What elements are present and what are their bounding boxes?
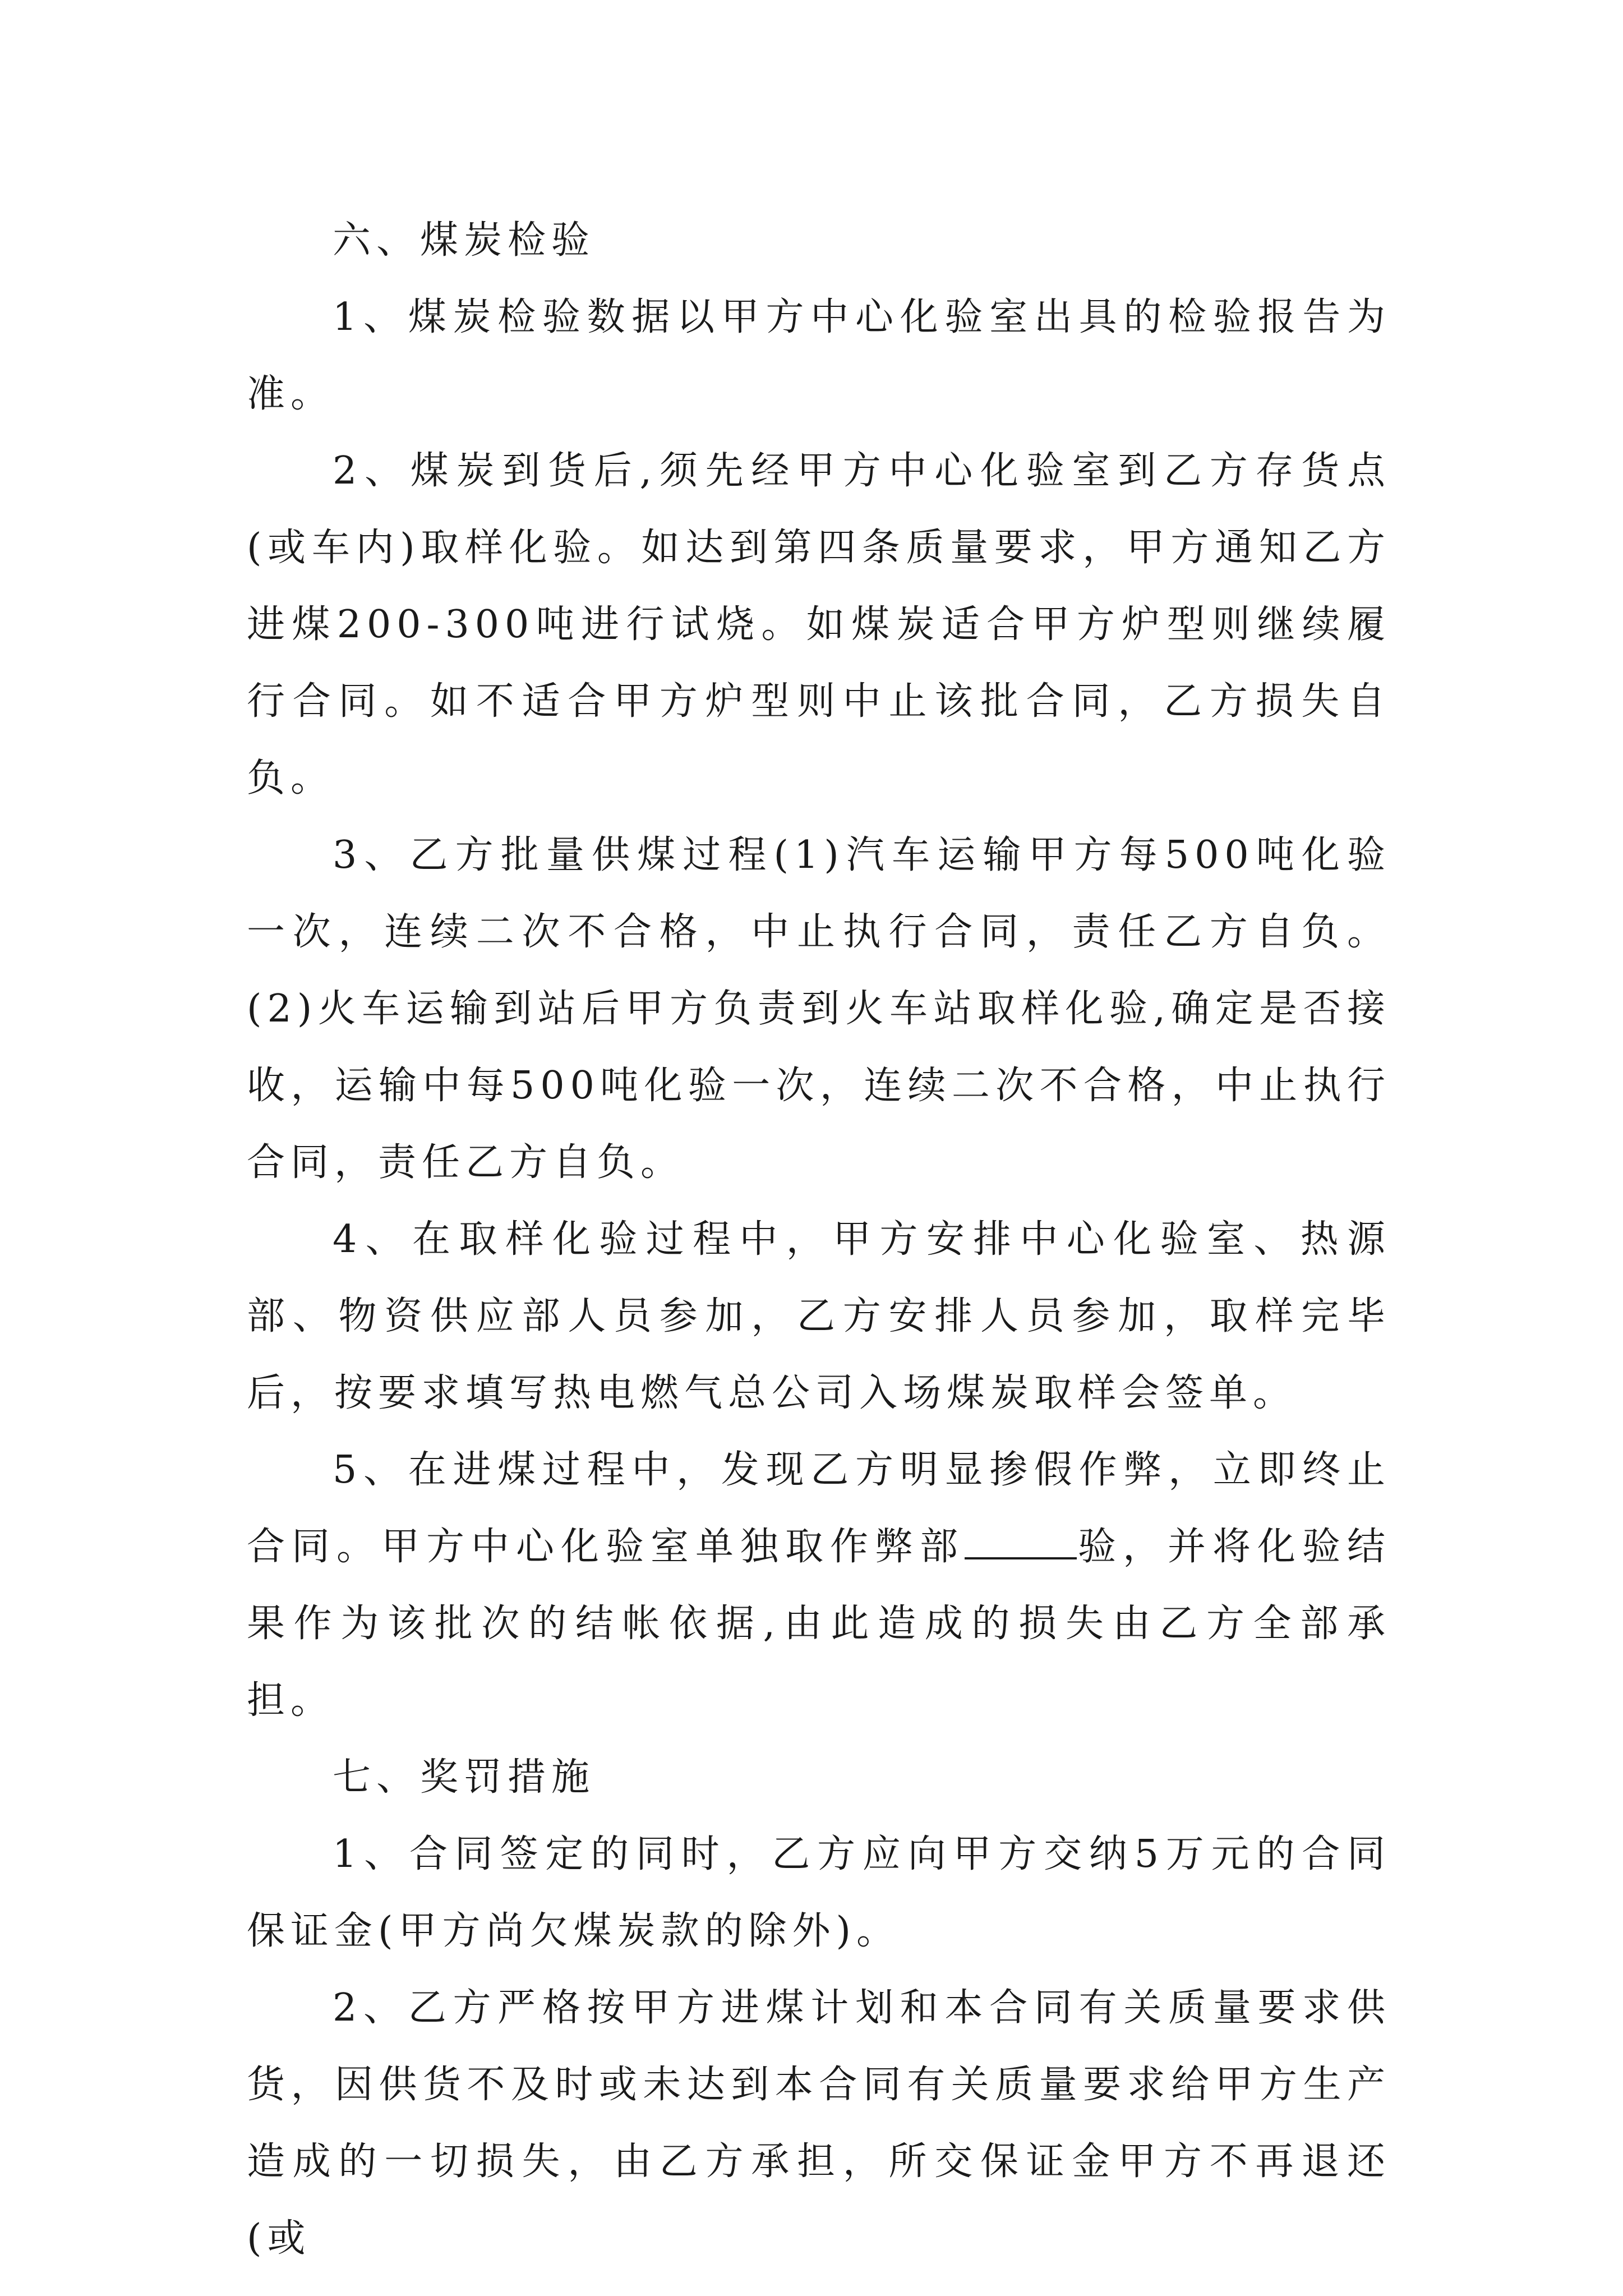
paragraph-fraud-text-after: 验，并将化验结果作为该批次的结帐依据,由此造成的损失由乙方全部承担。 [247, 1525, 1391, 1723]
paragraph-arrival-sampling: 2、煤炭到货后,须先经甲方中心化验室到乙方存货点(或车内)取样化验。如达到第四条质量要求，甲方通知乙方进煤200-300吨进行试烧。如煤炭适合甲方炉型则继续履行合同。如不适合甲方炉型则中止该批合同，乙方损失自负。 [247, 449, 1391, 800]
paragraph-inspection-data: 1、煤炭检验数据以甲方中心化验室出具的检验报告为准。 [247, 295, 1391, 416]
fill-in-blank [965, 1525, 1077, 1559]
document-body [247, 202, 1391, 2277]
paragraph-fraud-termination [247, 1432, 1391, 1739]
section-heading-rewards-penalties: 七、奖罚措施 [333, 1755, 596, 1800]
paragraph-sampling-participants: 4、在取样化验过程中，甲方安排中心化验室、热源部、物资供应部人员参加，乙方安排人员参加，取样完毕后，按要求填写热电燃气总公司入场煤炭取样会签单。 [247, 1217, 1391, 1415]
section-heading-coal-inspection: 六、煤炭检验 [333, 218, 596, 263]
paragraph-deposit: 1、合同签定的同时，乙方应向甲方交纳5万元的合同保证金(甲方尚欠煤炭款的除外)。 [247, 1832, 1391, 1953]
paragraph-fraud-text-before: 5、在进煤过程中，发现乙方明显掺假作弊，立即终止合同。甲方中心化验室单独取作弊部 [247, 1448, 1391, 1569]
paragraph-batch-supply: 3、乙方批量供煤过程(1)汽车运输甲方每500吨化验一次，连续二次不合格，中止执行合同，责任乙方自负。(2)火车运输到站后甲方负责到火车站取样化验,确定是否接收，运输中每500吨化验一次，连续二次不合格，中止执行合同，责任乙方自负。 [247, 833, 1391, 1185]
paragraph-supply-obligation: 2、乙方严格按甲方进煤计划和本合同有关质量要求供货，因供货不及时或未达到本合同有关质量要求给甲方生产造成的一切损失，由乙方承担，所交保证金甲方不再退还(或 [247, 1986, 1391, 2261]
